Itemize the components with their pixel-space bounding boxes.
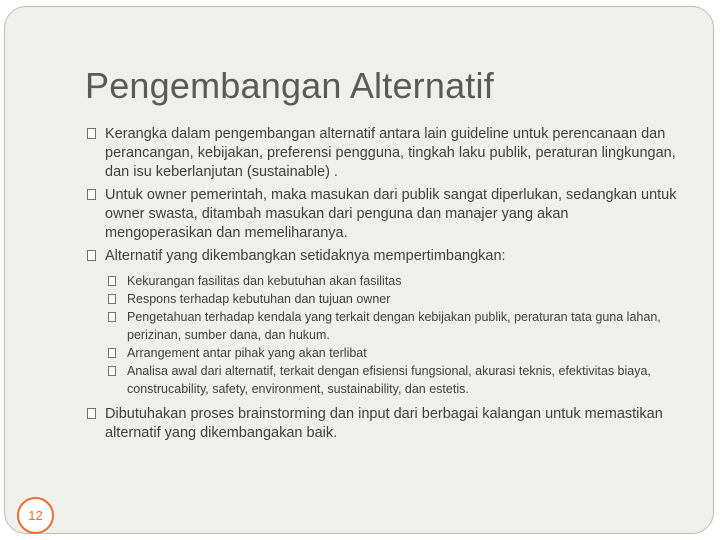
bullet-text: Untuk owner pemerintah, maka masukan dari publik sangat diperlukan, sedangkan untuk owner swasta, ditambah masukan dari penguna dan manajer yang akan mengoperasikan dan memeliharanya. xyxy=(105,187,677,241)
sub-bullet-text: Pengetahuan terhadap kendala yang terkait dengan kebijakan publik, peraturan tata guna lahan, perizinan, sumber dana, dan hukum. xyxy=(127,310,661,342)
sub-bullet-item xyxy=(105,308,677,344)
slide-frame xyxy=(4,6,714,534)
sub-bullet-item xyxy=(105,344,677,362)
sub-bullet-item xyxy=(105,272,677,290)
square-bullet-icon xyxy=(108,312,116,322)
bullet-item xyxy=(85,125,677,182)
bullet-item xyxy=(85,405,677,443)
bullet-item xyxy=(85,186,677,243)
sub-bullet-list xyxy=(105,272,677,398)
square-bullet-icon xyxy=(87,408,96,419)
square-bullet-icon xyxy=(87,250,96,261)
bullet-item xyxy=(85,247,677,266)
page-number-badge: 12 xyxy=(17,497,54,534)
square-bullet-icon xyxy=(108,294,116,304)
bullet-text: Dibutuhakan proses brainstorming dan input dari berbagai kalangan untuk memastikan alternatif yang dikembangakan baik. xyxy=(105,406,663,441)
bullet-text: Alternatif yang dikembangkan setidaknya mempertimbangkan: xyxy=(105,248,506,264)
sub-bullet-item xyxy=(105,362,677,398)
square-bullet-icon xyxy=(108,348,116,358)
sub-bullet-item xyxy=(105,290,677,308)
sub-bullet-text: Arrangement antar pihak yang akan terlibat xyxy=(127,346,367,360)
bullet-text: Kerangka dalam pengembangan alternatif antara lain guideline untuk perencanaan dan perancangan, kebijakan, preferensi pengguna, tingkah laku publik, peraturan lingkungan, dan isu keberlanjutan (sustainable) . xyxy=(105,126,676,180)
slide-content xyxy=(85,125,677,447)
square-bullet-icon xyxy=(87,128,96,139)
sub-bullet-text: Analisa awal dari alternatif, terkait dengan efisiensi fungsional, akurasi teknis, efektivitas biaya, construcability, safety, environment, sustainability, dan estetis. xyxy=(127,364,651,396)
square-bullet-icon xyxy=(108,366,116,376)
square-bullet-icon xyxy=(87,189,96,200)
square-bullet-icon xyxy=(108,276,116,286)
sub-bullet-text: Kekurangan fasilitas dan kebutuhan akan fasilitas xyxy=(127,274,402,288)
sub-bullet-text: Respons terhadap kebutuhan dan tujuan owner xyxy=(127,292,391,306)
slide-title: Pengembangan Alternatif xyxy=(85,65,494,106)
